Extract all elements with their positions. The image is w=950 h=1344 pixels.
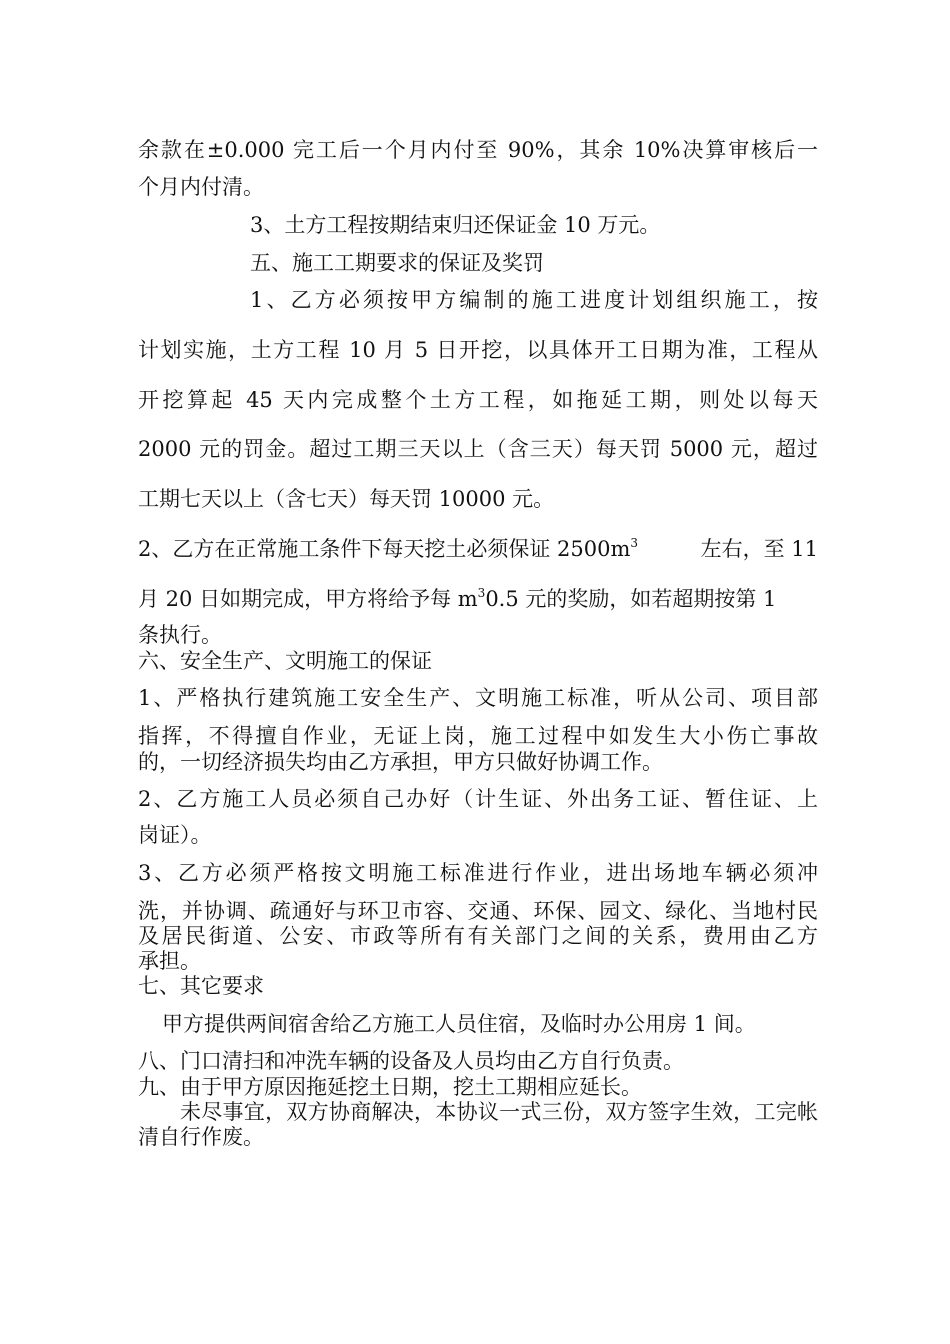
text-line: 2、乙方施工人员必须自己办好（计生证、外出务工证、暂住证、上 [138,787,818,811]
text-line: 指挥，不得擅自作业，无证上岗，施工过程中如发生大小伤亡事故 [138,724,818,748]
text-segment: 月 20 日如期完成，甲方将给予每 $m^30.5$ 元的奖励，如若超期按第 1 [138,586,777,611]
text-line: 洗，并协调、疏通好与环卫市容、交通、环保、园文、绿化、当地村民 [138,899,818,923]
text-line: 计划实施，土方工程 10 月 5 日开挖，以具体开工日期为准，工程从 [138,338,818,362]
section-heading: 七、其它要求 [138,974,264,998]
text-line: 甲方提供两间宿舍给乙方施工人员住宿，及临时办公用房 1 间。 [162,1012,756,1036]
text-line: 及居民街道、公安、市政等所有有关部门之间的关系，费用由乙方 [138,924,818,948]
text-line: 余款在±0.000 完工后一个月内付至 90%，其余 10%决算审核后一 [138,138,818,162]
text-line: 承担。 [138,949,201,973]
superscript: 3 [477,586,486,600]
text-line: 工期七天以上（含七天）每天罚 10000 元。 [138,487,555,511]
text-line: 岗证）。 [138,823,212,847]
text-line: 清自行作废。 [138,1125,264,1149]
text-line: 3、乙方必须严格按文明施工标准进行作业，进出场地车辆必须冲 [138,861,818,885]
text-segment: 左右，至 11 [700,537,818,561]
text-line [138,586,818,612]
text-line: 3、土方工程按期结束归还保证金 10 万元。 [250,213,661,237]
section-heading: 五、施工工期要求的保证及奖罚 [250,251,544,275]
text-line: 条执行。 [138,623,222,647]
superscript: 3 [630,536,639,550]
section-heading: 九、由于甲方原因拖延挖土日期，挖土工期相应延长。 [138,1075,642,1099]
text-line: 个月内付清。 [138,175,264,199]
text-segment: 2、乙方在正常施工条件下每天挖土必须保证 $2500m^3$ [138,536,639,561]
text-line: 1、严格执行建筑施工安全生产、文明施工标准，听从公司、项目部 [138,686,818,710]
text-line: 2000 元的罚金。超过工期三天以上（含三天）每天罚 5000 元，超过 [138,437,818,461]
text-line: 的，一切经济损失均由乙方承担，甲方只做好协调工作。 [138,750,663,774]
text-line: 1、乙方必须按甲方编制的施工进度计划组织施工，按 [250,288,818,312]
section-heading: 六、安全生产、文明施工的保证 [138,649,432,673]
text-line: 未尽事宜，双方协商解决，本协议一式三份，双方签字生效，工完帐 [180,1100,818,1124]
text-line [138,536,818,562]
section-heading: 八、门口清扫和冲洗车辆的设备及人员均由乙方自行负责。 [138,1049,684,1073]
text-line: 开挖算起 45 天内完成整个土方工程，如拖延工期，则处以每天 [138,388,818,412]
